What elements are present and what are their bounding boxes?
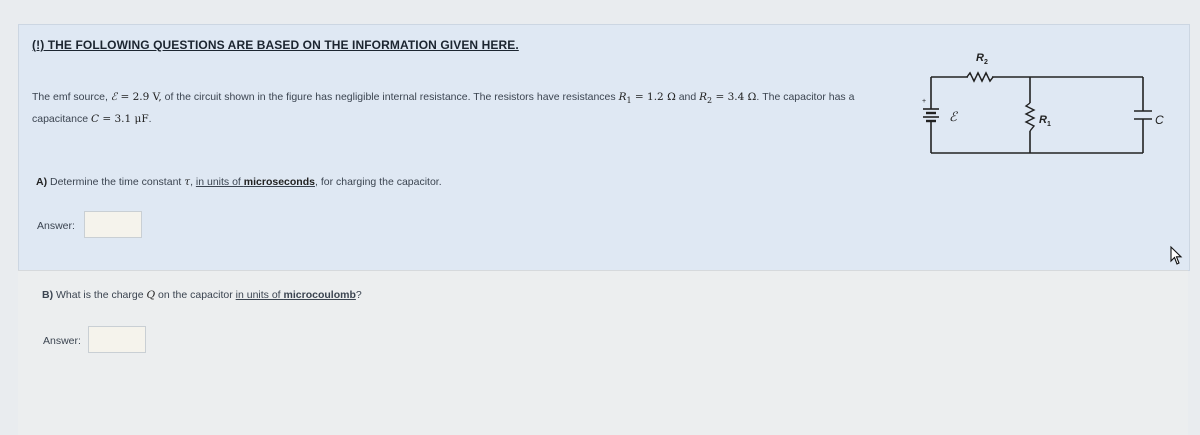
circuit-diagram [915,45,1164,160]
circuit-wires [931,77,1143,153]
question-b-text: on the capacitor [155,289,236,301]
emf-value: = 2.9 V, [117,91,162,103]
question-b-prefix: B) [42,289,54,301]
question-a [36,176,442,188]
r1-label-sub: 1 [1047,121,1051,128]
problem-text: and [675,91,700,103]
capacitor-symbol [1134,111,1152,119]
units-hint-text: in units of [235,289,284,301]
units-hint-text: in units of [195,176,244,188]
r1-symbol: R [618,91,627,103]
q-symbol: Q [146,289,156,301]
c-symbol: C [90,113,100,126]
tau-symbol: τ [184,176,191,188]
units-bold: microcoulomb [283,289,356,301]
units-hint [196,176,315,188]
r2-value: = 3.4 Ω [712,91,757,103]
problem-statement [32,88,892,129]
answer-b-input[interactable] [88,326,146,353]
c-value: = 3.1 μF [99,113,149,126]
r2-label-sub: 2 [984,59,988,66]
emf-label: ℰ [949,110,957,125]
question-a-text: Determine the time constant [47,176,185,188]
r1-subscript: 1 [626,96,632,106]
problem-text: . The capacitor has a capacitance [32,91,855,126]
question-b-text: What is the charge [53,289,147,301]
r2-label: R [976,52,984,64]
problem-text: . [148,113,152,126]
battery-symbol [923,109,939,121]
r1-value: = 1.2 Ω [631,91,676,103]
problem-text: of the circuit shown in the figure has negligible internal resistance. The resistors have resistances [161,91,619,103]
emf-symbol: ℰ [110,91,118,103]
c-label: C [1155,113,1164,127]
question-b-text: ? [355,289,362,301]
units-hint [236,289,356,301]
r2-subscript: 2 [707,96,713,106]
answer-a-label: Answer: [37,220,75,232]
r1-label: R [1039,114,1047,126]
plus-label: + [922,98,927,105]
question-a-prefix: A) [36,176,48,188]
answer-a-input[interactable] [84,211,142,238]
answer-b-label: Answer: [43,335,81,347]
section-header: (!) THE FOLLOWING QUESTIONS ARE BASED ON THE INFORMATION GIVEN HERE. [32,38,519,52]
question-b [42,289,362,301]
problem-text: The emf source, [32,91,108,103]
r1-resistor [1026,103,1034,131]
units-bold: microseconds [243,176,315,188]
r2-symbol: R [699,91,708,103]
question-a-text: , for charging the capacitor. [314,176,442,188]
question-a-text: , [190,176,196,188]
mouse-cursor-icon [1170,246,1184,266]
